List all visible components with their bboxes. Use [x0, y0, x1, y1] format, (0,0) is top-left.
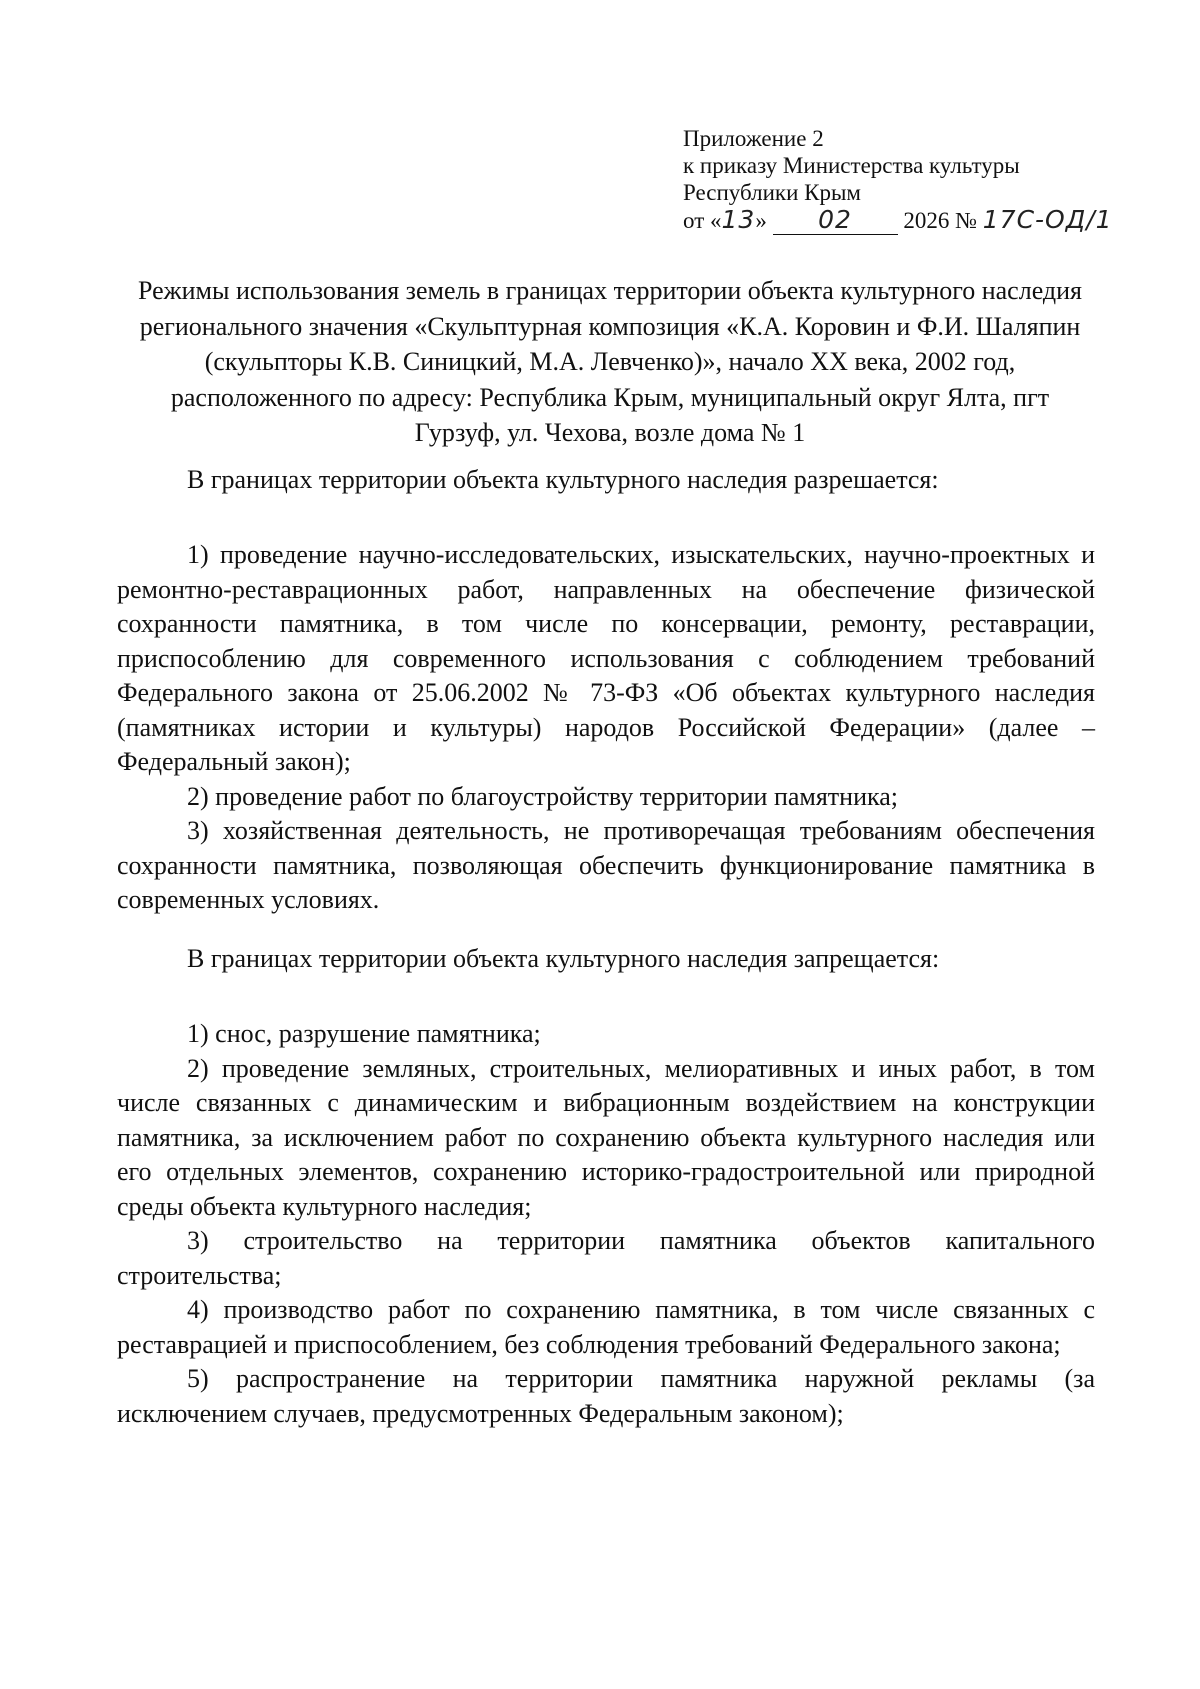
- date-month-field: [773, 207, 898, 235]
- order-number-field: [982, 205, 1113, 234]
- prohibited-item-1: 1) снос, разрушение памятника;: [187, 1019, 541, 1048]
- prohibited-list: [117, 1017, 1095, 1431]
- allowed-item-1: 1) проведение научно-исследовательских, изыскательских, научно-проектных и ремонтно-реставрационных работ, направленных на обеспечение физической сохранности памятника, в том числе по консервации, ремонту, реставрации, приспособлению для современного использования с соблюдением требований Федерального закона от 25.06.2002 № 73-ФЗ «Об объектах культурного наследия (памятниках истории и культуры) народов Российской Федерации» (далее – Федеральный закон);: [117, 540, 1095, 776]
- prohibited-section: [117, 942, 1095, 977]
- prohibited-item-4: 4) производство работ по сохранению памятника, в том числе связанных с реставрацией и приспособлением, без соблюдения требований Федерального закона;: [117, 1295, 1095, 1359]
- allowed-heading: В границах территории объекта культурного наследия разрешается:: [187, 465, 939, 494]
- prohibited-item-5: 5) распространение на территории памятника наружной рекламы (за исключением случаев, предусмотренных Федеральным законом);: [117, 1364, 1095, 1428]
- appendix-line-3: Республики Крым: [683, 180, 861, 205]
- appendix-line-1: Приложение 2: [683, 126, 824, 151]
- order-number-handwritten: 17С-ОД/1: [982, 205, 1113, 234]
- date-day-handwritten: 13: [721, 205, 756, 234]
- date-day-suffix: »: [755, 208, 767, 233]
- allowed-item-3: 3) хозяйственная деятельность, не противоречащая требованиям обеспечения сохранности памятника, позволяющая обеспечить функционирование памятника в современных условиях.: [117, 816, 1095, 914]
- order-date-line: [683, 206, 1153, 236]
- allowed-section: [117, 463, 1095, 498]
- date-year: 2026 №: [903, 208, 978, 233]
- prohibited-item-2: 2) проведение земляных, строительных, мелиоративных и иных работ, в том числе связанных с динамическим и вибрационным воздействием на конструкции памятника, за исключением работ по сохранению объекта культурного наследия или его отдельных элементов, сохранению историко-градостроительной или природной среды объекта культурного наследия;: [117, 1053, 1095, 1221]
- prohibited-item-3: 3) строительство на территории памятника объектов капитального строительства;: [117, 1226, 1095, 1290]
- prohibited-heading: В границах территории объекта культурного наследия запрещается:: [187, 944, 940, 973]
- allowed-item-2: 2) проведение работ по благоустройству территории памятника;: [187, 781, 899, 811]
- date-month-handwritten: 02: [818, 205, 852, 234]
- appendix-reference: [683, 125, 1153, 236]
- allowed-list: [117, 538, 1095, 918]
- appendix-line-2: к приказу Министерства культуры: [683, 153, 1020, 178]
- document-title: Режимы использования земель в границах территории объекта культурного наследия регионального значения «Скульптурная композиция «К.А. Коровин и Ф.И. Шаляпин (скульпторы К.В. Синицкий, М.А. Левченко)», начало XX века, 2002 год, расположенного по адресу: Республика Крым, муниципальный округ Ялта, пгт Гурзуф, ул. Чехова, возле дома № 1: [137, 276, 1082, 447]
- date-prefix: от «: [683, 208, 722, 233]
